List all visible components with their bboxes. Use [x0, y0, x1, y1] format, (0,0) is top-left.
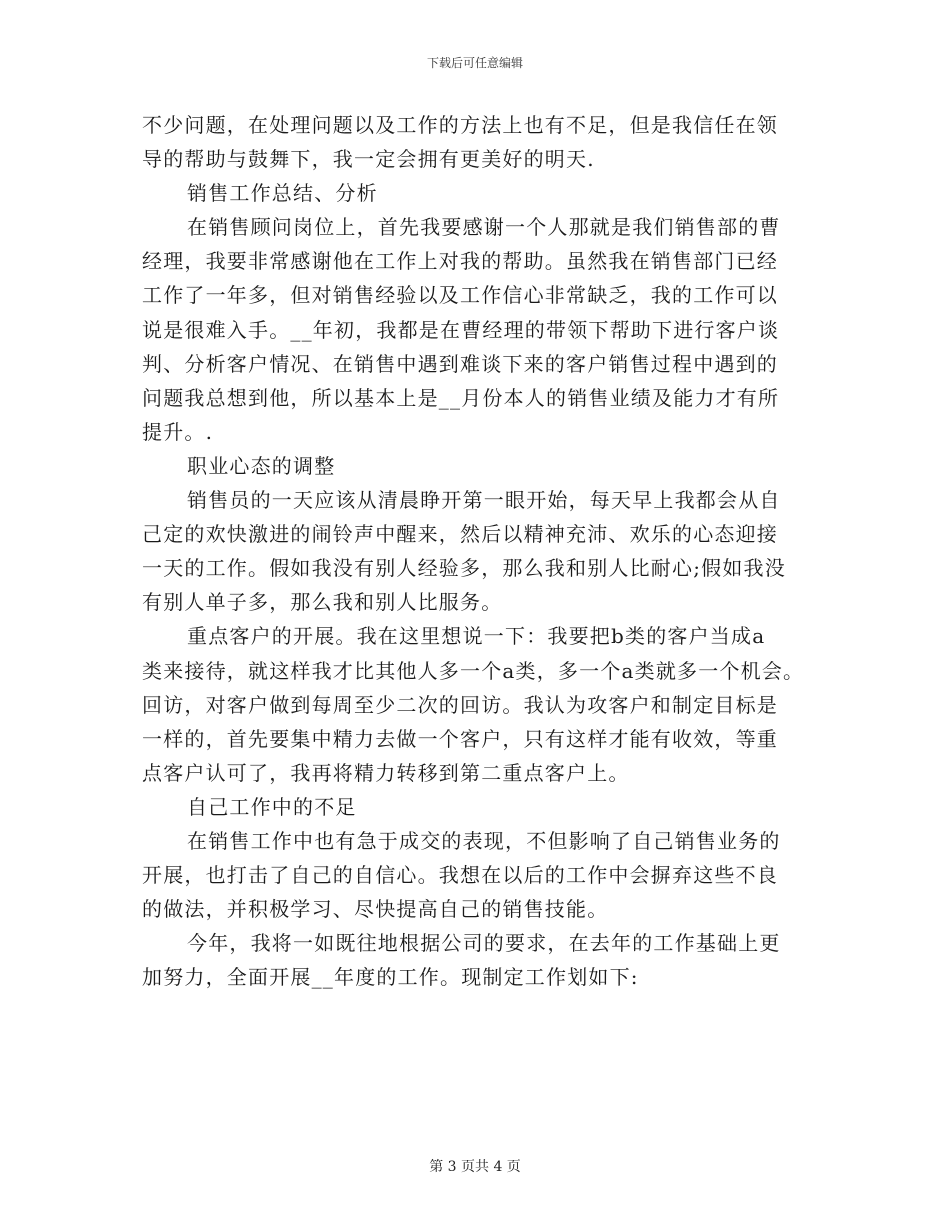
section-heading: 职业心态的调整 [187, 453, 336, 478]
body-line: 回访，对客户做到每周至少二次的回访。我认为攻客户和制定目标是 [142, 692, 778, 717]
page-footer: 第 3 页共 4 页 [429, 1159, 521, 1175]
page-header: 下载后可任意编辑 [426, 56, 523, 70]
body-line: 判、分析客户情况、在销售中遇到难谈下来的客户销售过程中遇到的 [142, 351, 778, 376]
body-line: 工作了一年多，但对销售经验以及工作信心非常缺乏，我的工作可以 [142, 283, 778, 308]
body-line: 的做法，并积极学习、尽快提高自己的销售技能。 [142, 897, 609, 922]
body-line: 问题我总想到他，所以基本上是__月份本人的销售业绩及能力才有所 [142, 385, 780, 410]
document-body [142, 108, 822, 994]
body-line: 有别人单子多，那么我和别人比服务。 [142, 590, 503, 615]
body-line: 导的帮助与鼓舞下，我一定会拥有更美好的明天. [142, 147, 595, 172]
body-line: 己定的欢快激进的闹铃声中醒来，然后以精神充沛、欢乐的心态迎接 [142, 522, 778, 547]
body-line: 在销售顾问岗位上，首先我要感谢一个人那就是我们销售部的曹 [187, 215, 781, 240]
section-heading: 自己工作中的不足 [187, 794, 357, 819]
body-line: 一天的工作。假如我没有别人经验多，那么我和别人比耐心;假如我没 [142, 556, 786, 581]
body-line: 加努力，全面开展__年度的工作。现制定工作划如下: [142, 965, 639, 990]
body-line: 提升。. [142, 419, 214, 444]
body-line: 说是很难入手。__年初，我都是在曹经理的带领下帮助下进行客户谈 [142, 317, 780, 342]
body-line: 开展，也打击了自己的自信心。我想在以后的工作中会摒弃这些不良 [142, 863, 778, 888]
body-line: 类来接待，就这样我才比其他人多一个a类，多一个a类就多一个机会。 [142, 658, 805, 683]
body-line: 在销售工作中也有急于成交的表现，不但影响了自己销售业务的 [187, 828, 781, 853]
body-line: 重点客户的开展。我在这里想说一下：我要把b类的客户当成a [187, 624, 766, 649]
body-line: 今年，我将一如既往地根据公司的要求，在去年的工作基础上更 [187, 931, 781, 956]
section-heading: 销售工作总结、分析 [187, 181, 378, 206]
body-line: 一样的，首先要集中精力去做一个客户，只有这样才能有收效，等重 [142, 726, 778, 751]
body-line: 销售员的一天应该从清晨睁开第一眼开始，每天早上我都会从自 [187, 488, 781, 513]
body-line: 点客户认可了，我再将精力转移到第二重点客户上。 [142, 760, 630, 785]
body-line: 经理，我要非常感谢他在工作上对我的帮助。虽然我在销售部门已经 [142, 249, 778, 274]
body-line: 不少问题，在处理问题以及工作的方法上也有不足，但是我信任在领 [142, 113, 778, 137]
